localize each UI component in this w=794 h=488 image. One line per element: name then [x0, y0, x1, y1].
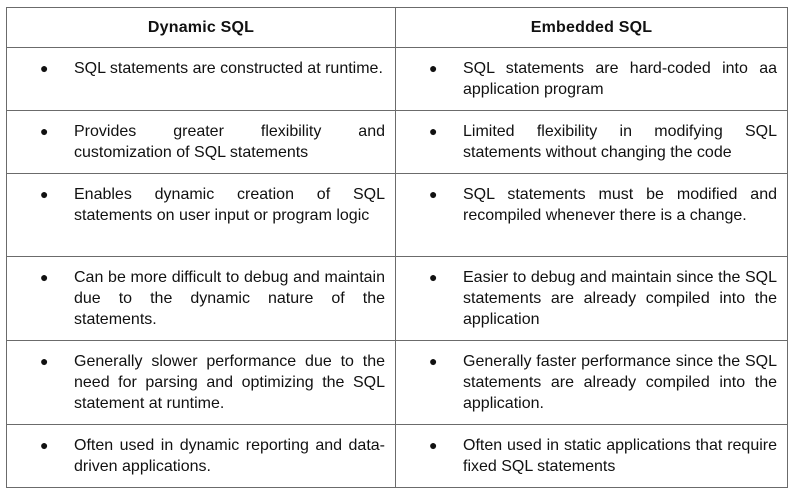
- comparison-table: [6, 7, 788, 488]
- bullet-icon: ●: [40, 123, 49, 139]
- cell-text: Can be more difficult to debug and maintain due to the dynamic nature of the statements.: [74, 269, 385, 328]
- bullet-icon: ●: [429, 353, 438, 369]
- cell-text: SQL statements are constructed at runtime.: [74, 60, 383, 77]
- table-row: [7, 257, 788, 341]
- embedded-sql-cell: [396, 257, 788, 341]
- embedded-sql-cell: [396, 174, 788, 257]
- dynamic-sql-cell: [7, 341, 396, 425]
- embedded-sql-cell: [396, 341, 788, 425]
- bullet-icon: ●: [429, 269, 438, 285]
- bullet-icon: ●: [429, 437, 438, 453]
- dynamic-sql-cell: [7, 111, 396, 174]
- cell-text: Often used in dynamic reporting and data-driven applications.: [74, 437, 385, 475]
- table-row: [7, 48, 788, 111]
- cell-text: Provides greater flexibility and customization of SQL statements: [74, 123, 385, 161]
- dynamic-sql-cell: [7, 174, 396, 257]
- cell-text: Enables dynamic creation of SQL statements on user input or program logic: [74, 186, 385, 224]
- bullet-icon: ●: [40, 437, 49, 453]
- table-header-row: [7, 8, 788, 48]
- embedded-sql-cell: [396, 425, 788, 488]
- table-row: [7, 425, 788, 488]
- dynamic-sql-cell: [7, 257, 396, 341]
- table-row: [7, 111, 788, 174]
- cell-text: SQL statements must be modified and recompiled whenever there is a change.: [463, 186, 777, 224]
- table-row: [7, 174, 788, 257]
- bullet-icon: ●: [40, 60, 49, 76]
- cell-text: SQL statements are hard-coded into aa application program: [463, 60, 777, 98]
- bullet-icon: ●: [40, 269, 49, 285]
- header-embedded-sql: Embedded SQL: [396, 8, 788, 48]
- cell-text: Easier to debug and maintain since the SQL statements are already compiled into the application: [463, 269, 777, 328]
- header-dynamic-sql: Dynamic SQL: [7, 8, 396, 48]
- cell-text: Limited flexibility in modifying SQL statements without changing the code: [463, 123, 777, 161]
- embedded-sql-cell: [396, 48, 788, 111]
- bullet-icon: ●: [429, 123, 438, 139]
- bullet-icon: ●: [40, 353, 49, 369]
- cell-text: Often used in static applications that require fixed SQL statements: [463, 437, 777, 475]
- cell-text: Generally slower performance due to the need for parsing and optimizing the SQL statement at runtime.: [74, 353, 385, 412]
- dynamic-sql-cell: [7, 425, 396, 488]
- table-row: [7, 341, 788, 425]
- cell-text: Generally faster performance since the SQL statements are already compiled into the application.: [463, 353, 777, 412]
- bullet-icon: ●: [429, 60, 438, 76]
- bullet-icon: ●: [429, 186, 438, 202]
- comparison-table-container: [6, 7, 787, 488]
- dynamic-sql-cell: [7, 48, 396, 111]
- bullet-icon: ●: [40, 186, 49, 202]
- embedded-sql-cell: [396, 111, 788, 174]
